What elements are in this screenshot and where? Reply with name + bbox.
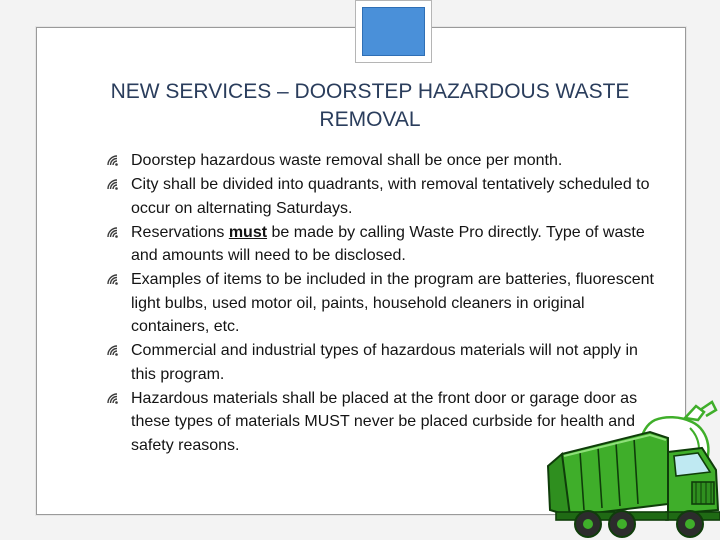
wifi-bullet-icon: [107, 179, 122, 190]
slide-title: NEW SERVICES – DOORSTEP HAZARDOUS WASTE REMOVAL: [110, 80, 630, 131]
wifi-bullet-icon: [107, 345, 122, 356]
bullet-text-after: be made by calling Waste Pro directly. Type of waste and amounts will need to be disclosed.: [131, 223, 645, 265]
bullet-text: Examples of items to be included in the program are batteries, fluorescent light bulbs, used motor oil, paints, household cleaners in original containers, etc.: [131, 271, 654, 336]
wifi-bullet-icon: [107, 155, 122, 166]
wifi-bullet-icon: [107, 274, 122, 285]
garbage-truck-icon: [540, 392, 720, 540]
bullet-item: [107, 339, 655, 386]
accent-square-icon: [355, 0, 432, 63]
bullet-item: [107, 268, 655, 338]
bullet-text: Doorstep hazardous waste removal shall be once per month.: [131, 152, 563, 169]
bullet-text-before: Reservations: [131, 223, 229, 241]
wifi-bullet-icon: [107, 393, 122, 404]
bullet-item: [107, 173, 655, 220]
bullet-text: Commercial and industrial types of hazardous materials will not apply in this program.: [131, 342, 638, 383]
bullet-item: [107, 149, 655, 172]
bullet-text: City shall be divided into quadrants, with removal tentatively scheduled to occur on alternating Saturdays.: [131, 176, 650, 217]
bullet-text: Hazardous materials shall be placed at the front door or garage door as these types of materials MUST never be placed curbside for health and safety reasons.: [131, 389, 638, 454]
bullet-item: [107, 221, 655, 268]
wifi-bullet-icon: [107, 227, 122, 238]
emphasis-must: must: [228, 223, 268, 241]
accent-square-fill: [362, 7, 425, 56]
